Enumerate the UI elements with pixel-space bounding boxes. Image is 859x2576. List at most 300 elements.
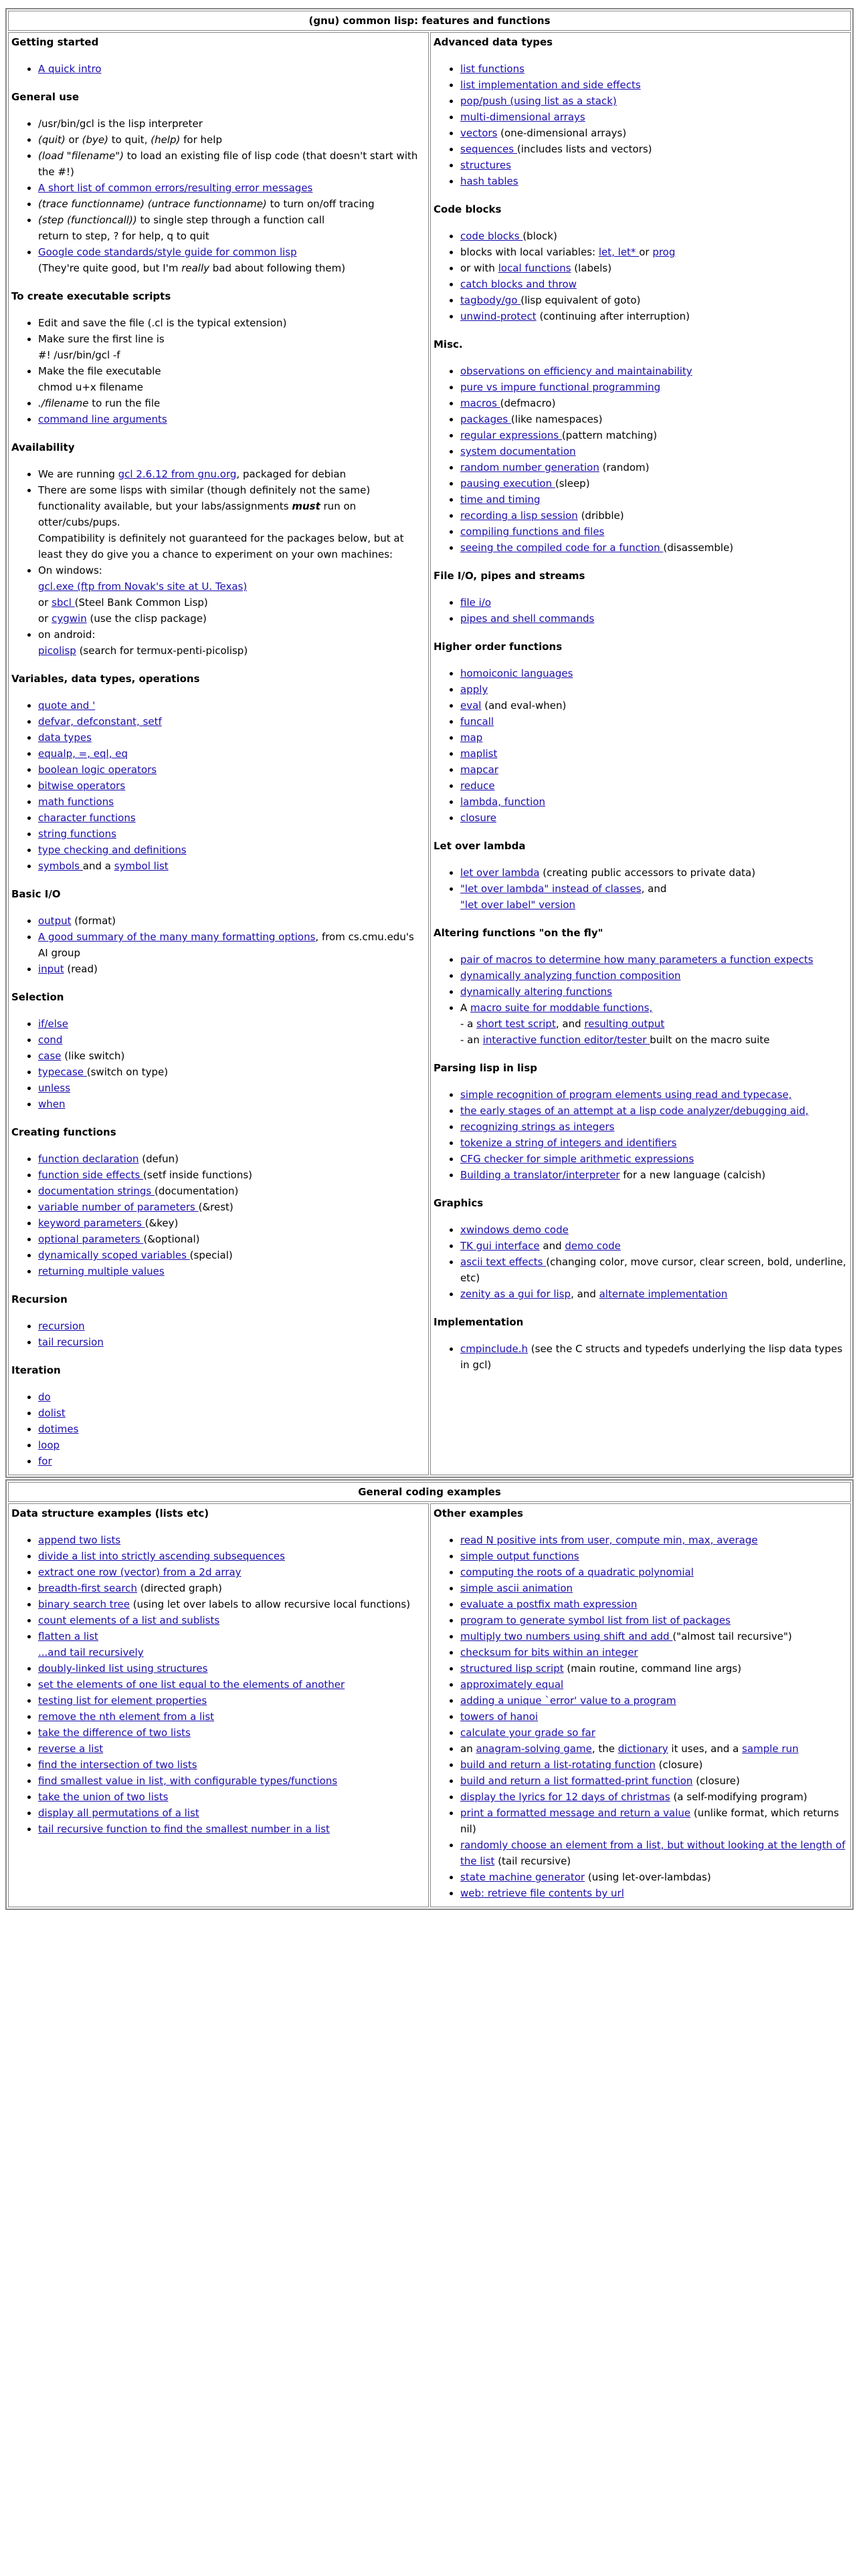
text: (unlike format, which returns nil) (460, 1807, 839, 1835)
list-item: • /usr/bin/gcl is the lisp interpreter (38, 116, 425, 132)
link-mapcar[interactable]: mapcar (460, 764, 498, 776)
link-difference[interactable]: take the difference of two lists (38, 1727, 191, 1739)
link-tokenize[interactable]: tokenize a string of integers and identifiers (460, 1137, 677, 1149)
text: for help (180, 134, 222, 146)
link-anagram[interactable]: anagram-solving game (476, 1743, 592, 1755)
text: - a (460, 1018, 477, 1030)
link-translator[interactable]: Building a translator/interpreter (460, 1169, 620, 1181)
list-item (460, 1254, 848, 1286)
text-emph: really (181, 262, 210, 274)
link-count-elements[interactable]: count elements of a list and sublists (38, 1614, 220, 1626)
link-reduce[interactable]: reduce (460, 780, 495, 792)
link-optional-params[interactable]: optional parameters (38, 1233, 144, 1245)
text: or (65, 134, 82, 146)
link-when[interactable]: when (38, 1098, 66, 1110)
list-item (460, 1238, 848, 1254)
link-cygwin[interactable]: cygwin (52, 613, 87, 625)
text: blocks with local variables: (460, 246, 599, 258)
link-variables-2[interactable]: data types (38, 732, 92, 744)
heading-file-io: File I/O, pipes and streams (434, 570, 585, 582)
text: (&optional) (143, 1233, 200, 1245)
link-picolisp[interactable]: picolisp (38, 645, 76, 657)
link-loop[interactable]: loop (38, 1439, 60, 1451)
text: , from cs.cmu.edu's AI group (38, 931, 414, 959)
heading-exec-scripts: To create executable scripts (11, 290, 171, 302)
list-item (460, 968, 848, 984)
list-item (460, 665, 848, 681)
link-web-retrieve[interactable]: web: retrieve file contents by url (460, 1887, 624, 1899)
link-extract-row[interactable]: extract one row (vector) from a 2d array (38, 1566, 242, 1578)
link-variables-9[interactable]: type checking and definitions (38, 844, 187, 856)
link-format-summary[interactable]: A good summary of the many many formatting options (38, 931, 316, 943)
link-let-over-lambda[interactable]: let over lambda (460, 867, 540, 879)
link-set-elements[interactable]: set the elements of one list equal to the elements of another (38, 1679, 345, 1691)
link-variables-8[interactable]: string functions (38, 828, 116, 840)
list-item (38, 1741, 425, 1757)
link-multiple-values[interactable]: returning multiple values (38, 1265, 165, 1277)
link-file-io[interactable]: file i/o (460, 597, 492, 609)
features-table (5, 8, 854, 1478)
text: or (38, 597, 52, 609)
link-variables-7[interactable]: character functions (38, 812, 136, 824)
list-creating-functions (11, 1151, 425, 1279)
link-quick-intro[interactable]: A quick intro (38, 63, 102, 75)
link-eval[interactable]: eval (460, 700, 482, 712)
link-vectors[interactable]: vectors (460, 127, 498, 139)
list-item (38, 482, 425, 562)
link-multiply-shift[interactable]: multiply two numbers using shift and add (460, 1630, 673, 1642)
text: A (460, 1002, 471, 1014)
link-output[interactable]: output (38, 915, 72, 927)
text: chmod u+x filename (38, 381, 143, 393)
link-flatten[interactable]: flatten a list (38, 1630, 98, 1642)
link-postfix[interactable]: evaluate a postfix math expression (460, 1598, 638, 1610)
link-sample-run[interactable]: sample run (742, 1743, 799, 1755)
list-item (38, 395, 425, 411)
link-dictionary[interactable]: dictionary (617, 1743, 668, 1755)
text: (special) (189, 1249, 233, 1261)
link-list-impl[interactable]: list implementation and side effects (460, 79, 641, 91)
link-cmpinclude[interactable]: cmpinclude.h (460, 1343, 529, 1355)
text: to turn on/off tracing (266, 198, 375, 210)
list-item (460, 865, 848, 881)
list-item (38, 1183, 425, 1199)
link-cmdline-args[interactable]: command line arguments (38, 413, 167, 425)
list-item (38, 794, 425, 810)
link-lol-classes[interactable]: "let over lambda" instead of classes (460, 883, 642, 895)
link-regex[interactable]: regular expressions (460, 429, 562, 441)
link-permutations[interactable]: display all permutations of a list (38, 1807, 199, 1819)
link-variables-0[interactable]: quote and ' (38, 700, 96, 712)
link-if-else[interactable]: if/else (38, 1018, 68, 1030)
link-case[interactable]: case (38, 1050, 62, 1062)
link-append[interactable]: append two lists (38, 1534, 121, 1546)
list-item (38, 1773, 425, 1789)
link-bst[interactable]: binary search tree (38, 1598, 130, 1610)
list-item (38, 1096, 425, 1112)
link-variables-3[interactable]: equalp, =, eql, eq (38, 748, 128, 760)
text: (random) (599, 461, 650, 473)
link-tagbody[interactable]: tagbody/go (460, 294, 521, 306)
link-flatten-tail[interactable]: ...and tail recursively (38, 1646, 144, 1658)
link-structured-script[interactable]: structured lisp script (460, 1662, 564, 1675)
link-code-analyzer[interactable]: the early stages of an attempt at a lisp code analyzer/debugging aid, (460, 1105, 809, 1117)
link-common-errors[interactable]: A short list of common errors/resulting error messages (38, 182, 313, 194)
link-tail-smallest[interactable]: tail recursive function to find the smallest number in a list (38, 1823, 330, 1835)
list-item (38, 1405, 425, 1421)
list-item (460, 1757, 848, 1773)
link-dolist[interactable]: dolist (38, 1407, 66, 1419)
list-item (460, 260, 848, 276)
link-testing-list[interactable]: testing list for element properties (38, 1695, 207, 1707)
list-item (38, 331, 425, 363)
link-altering-functions[interactable]: dynamically altering functions (460, 986, 612, 998)
link-style-guide[interactable]: Google code standards/style guide for common lisp (38, 246, 297, 258)
list-item (460, 1222, 848, 1238)
link-pure-impure[interactable]: pure vs impure functional programming (460, 381, 661, 393)
link-simple-output[interactable]: simple output functions (460, 1550, 579, 1562)
link-doc-strings[interactable]: documentation strings (38, 1185, 155, 1197)
text: (includes lists and vectors) (516, 143, 652, 155)
link-reverse[interactable]: reverse a list (38, 1743, 104, 1755)
link-intersection[interactable]: find the intersection of two lists (38, 1759, 197, 1771)
link-disassemble[interactable]: seeing the compiled code for a function (460, 542, 664, 554)
link-variables-4[interactable]: boolean logic operators (38, 764, 157, 776)
link-catch-throw[interactable]: catch blocks and throw (460, 278, 577, 290)
list-item (460, 77, 848, 93)
list-iteration (11, 1389, 425, 1469)
list-ds-examples (11, 1532, 425, 1837)
list-item (38, 1693, 425, 1709)
link-local-functions[interactable]: local functions (498, 262, 571, 274)
link-do[interactable]: do (38, 1391, 51, 1403)
link-packages[interactable]: packages (460, 413, 511, 425)
link-test-script[interactable]: short test script (476, 1018, 556, 1030)
link-quadratic[interactable]: computing the roots of a quadratic polynomial (460, 1566, 694, 1578)
link-lambda[interactable]: lambda, function (460, 796, 546, 808)
link-analyze-composition[interactable]: dynamically analyzing function composition (460, 970, 681, 982)
list-item (460, 540, 848, 556)
heading-general-use: General use (11, 91, 80, 103)
text: (setf inside functions) (143, 1169, 252, 1181)
link-christmas[interactable]: display the lyrics for 12 days of christmas (460, 1791, 670, 1803)
link-ascii-effects[interactable]: ascii text effects (460, 1256, 547, 1268)
link-hanoi[interactable]: towers of hanoi (460, 1711, 539, 1723)
link-cond[interactable]: cond (38, 1034, 63, 1046)
link-strings-integers[interactable]: recognizing strings as integers (460, 1121, 615, 1133)
heading-iteration: Iteration (11, 1364, 61, 1376)
link-list-functions[interactable]: list functions (460, 63, 524, 75)
link-apply[interactable]: apply (460, 683, 488, 695)
link-xwindows[interactable]: xwindows demo code (460, 1224, 569, 1236)
heading-graphics: Graphics (434, 1197, 484, 1209)
list-general-use (11, 116, 425, 276)
list-selection (11, 1016, 425, 1112)
list-item (38, 730, 425, 746)
list-item (460, 595, 848, 611)
list-item (460, 125, 848, 141)
text: (one-dimensional arrays) (497, 127, 627, 139)
link-formatted-print[interactable]: build and return a list formatted-print function (460, 1775, 693, 1787)
link-compiling[interactable]: compiling functions and files (460, 526, 605, 538)
link-map[interactable]: map (460, 732, 483, 744)
link-unless[interactable]: unless (38, 1082, 71, 1094)
link-random[interactable]: random number generation (460, 461, 599, 473)
examples-table (5, 1479, 854, 1910)
text: (closure) (692, 1775, 740, 1787)
list-item (460, 746, 848, 762)
link-union[interactable]: take the union of two lists (38, 1791, 169, 1803)
list-item (460, 427, 848, 443)
text: (using let over labels to allow recursive local functions) (129, 1598, 411, 1610)
link-system-docs[interactable]: system documentation (460, 445, 576, 457)
list-item (460, 411, 848, 427)
link-grade[interactable]: calculate your grade so far (460, 1727, 595, 1739)
link-variables-6[interactable]: math functions (38, 796, 114, 808)
link-function-editor[interactable]: interactive function editor/tester (482, 1034, 650, 1046)
list-item (38, 1318, 425, 1334)
list-item (38, 1612, 425, 1628)
link-let-over-label[interactable]: "let over label" version (460, 899, 576, 911)
link-tk-gui[interactable]: TK gui interface (460, 1240, 540, 1252)
link-macro-suite[interactable]: macro suite for moddable functions, (470, 1002, 653, 1014)
link-unwind-protect[interactable]: unwind-protect (460, 310, 537, 322)
list-item (38, 1048, 425, 1064)
list-item (460, 681, 848, 697)
link-keyword-params[interactable]: keyword parameters (38, 1217, 145, 1229)
text: it uses, and a (668, 1743, 743, 1755)
link-symbol-list[interactable]: symbol list (114, 860, 169, 872)
link-hash-tables[interactable]: hash tables (460, 175, 518, 187)
list-item (460, 141, 848, 157)
list-item (460, 292, 848, 308)
list-misc (434, 363, 848, 556)
link-demo-code[interactable]: demo code (565, 1240, 621, 1252)
list-item (460, 1773, 848, 1789)
text: (pattern matching) (561, 429, 658, 441)
list-item (38, 913, 425, 929)
link-read-ints[interactable]: read N positive ints from user, compute min, max, average (460, 1534, 758, 1546)
link-recognition[interactable]: simple recognition of program elements using read and typecase, (460, 1089, 792, 1101)
code-help: (help) (151, 134, 181, 146)
list-let-over-lambda (434, 865, 848, 913)
link-gcl-exe[interactable]: gcl.exe (ftp from Novak's site at U. Texas) (38, 580, 248, 593)
heading-implementation: Implementation (434, 1316, 524, 1328)
list-item (38, 148, 425, 180)
link-sleep[interactable]: pausing execution (460, 477, 555, 490)
list-item (460, 1286, 848, 1302)
list-item (460, 1151, 848, 1167)
heading-other-examples: Other examples (434, 1507, 523, 1519)
link-list-rotating[interactable]: build and return a list-rotating function (460, 1759, 656, 1771)
link-gcl[interactable]: gcl 2.6.12 from gnu.org (118, 468, 237, 480)
link-homoiconic[interactable]: homoiconic languages (460, 667, 573, 679)
list-item (460, 1805, 848, 1837)
link-timing[interactable]: time and timing (460, 494, 541, 506)
list-item (460, 730, 848, 746)
heading-recursion: Recursion (11, 1293, 68, 1305)
heading-parsing: Parsing lisp in lisp (434, 1062, 537, 1074)
list-item (460, 244, 848, 260)
link-sbcl[interactable]: sbcl (52, 597, 75, 609)
link-let[interactable]: let, let* (598, 246, 640, 258)
heading-hof: Higher order functions (434, 641, 563, 653)
link-multi-arrays[interactable]: multi-dimensional arrays (460, 111, 585, 123)
link-variables-1[interactable]: defvar, defconstant, setf (38, 716, 162, 728)
text: , packaged for debian (236, 468, 347, 480)
list-item (38, 196, 425, 212)
text: (use the clisp package) (86, 613, 207, 625)
heading-let-over-lambda: Let over lambda (434, 840, 526, 852)
link-pipes[interactable]: pipes and shell commands (460, 613, 595, 625)
link-state-machine[interactable]: state machine generator (460, 1871, 585, 1883)
list-item (38, 1805, 425, 1821)
link-symbols[interactable]: symbols (38, 860, 83, 872)
list-item (38, 1247, 425, 1263)
list-item (38, 1709, 425, 1725)
text: or with (460, 262, 498, 274)
link-dotimes[interactable]: dotimes (38, 1423, 79, 1435)
list-item (460, 173, 848, 189)
link-remove-nth[interactable]: remove the nth element from a list (38, 1711, 215, 1723)
text: (continuing after interruption) (536, 310, 690, 322)
text: (like switch) (61, 1050, 125, 1062)
list-item (38, 1032, 425, 1048)
link-efficiency[interactable]: observations on efficiency and maintainability (460, 365, 692, 377)
text: (search for termux-penti-picolisp) (76, 645, 248, 657)
list-item (38, 61, 425, 77)
list-item (38, 1199, 425, 1215)
link-sequences[interactable]: sequences (460, 143, 517, 155)
link-doubly-linked[interactable]: doubly-linked list using structures (38, 1662, 208, 1675)
heading-variables: Variables, data types, operations (11, 673, 200, 685)
heading-ds-examples: Data structure examples (lists etc) (11, 1507, 209, 1519)
list-item (460, 762, 848, 778)
link-alt-impl[interactable]: alternate implementation (599, 1288, 728, 1300)
list-item (460, 1580, 848, 1596)
list-item (460, 714, 848, 730)
list-item (38, 1580, 425, 1596)
list-item (38, 1334, 425, 1350)
text: return to step, ? for help, q to quit (38, 230, 209, 242)
link-zenity[interactable]: zenity as a gui for lisp (460, 1288, 571, 1300)
list-recursion (11, 1318, 425, 1350)
link-random-choose[interactable]: randomly choose an element from a list, but without looking at the length of the list (460, 1839, 846, 1867)
text: for a new language (calcish) (619, 1169, 766, 1181)
list-item (38, 778, 425, 794)
link-typecase[interactable]: typecase (38, 1066, 87, 1078)
link-bfs[interactable]: breadth-first search (38, 1582, 138, 1594)
text: Make the file executable (38, 365, 161, 377)
link-resulting-output[interactable]: resulting output (584, 1018, 665, 1030)
other-column (430, 1503, 851, 1907)
list-item (460, 492, 848, 508)
link-structures[interactable]: structures (460, 159, 511, 171)
link-code-blocks[interactable]: code blocks (460, 230, 523, 242)
text: (labels) (571, 262, 612, 274)
text: (using let-over-lambdas) (585, 1871, 711, 1883)
text: (sleep) (555, 477, 590, 490)
link-pop-push[interactable]: pop/push (using list as a stack) (460, 95, 617, 107)
text: and a (82, 860, 114, 872)
list-item (460, 810, 848, 826)
text: - an (460, 1034, 483, 1046)
list-item (460, 379, 848, 395)
link-variables-5[interactable]: bitwise operators (38, 780, 126, 792)
link-dribble[interactable]: recording a lisp session (460, 510, 578, 522)
list-item (38, 212, 425, 244)
link-macros[interactable]: macros (460, 397, 500, 409)
link-approx-equal[interactable]: approximately equal (460, 1679, 564, 1691)
list-item (460, 109, 848, 125)
heading-misc: Misc. (434, 338, 463, 350)
link-side-effects[interactable]: function side effects (38, 1169, 144, 1181)
list-item (460, 697, 848, 714)
list-item (38, 1660, 425, 1677)
ds-column (8, 1503, 429, 1907)
list-item (460, 611, 848, 627)
list-item (38, 1151, 425, 1167)
list-item (460, 1628, 848, 1644)
link-tail-recursion[interactable]: tail recursion (38, 1336, 104, 1348)
list-item (38, 244, 425, 276)
link-recursion[interactable]: recursion (38, 1320, 85, 1332)
link-maplist[interactable]: maplist (460, 748, 498, 760)
list-item (460, 778, 848, 794)
link-for[interactable]: for (38, 1455, 52, 1467)
list-item (460, 1837, 848, 1869)
link-special-vars[interactable]: dynamically scoped variables (38, 1249, 190, 1261)
text: (defun) (138, 1153, 179, 1165)
link-divide[interactable]: divide a list into strictly ascending subsequences (38, 1550, 285, 1562)
list-item (38, 1596, 425, 1612)
link-smallest-value[interactable]: find smallest value in list, with configurable types/functions (38, 1775, 338, 1787)
link-param-macros[interactable]: pair of macros to determine how many parameters a function expects (460, 954, 814, 966)
link-ascii-animation[interactable]: simple ascii animation (460, 1582, 573, 1594)
link-checksum[interactable]: checksum for bits within an integer (460, 1646, 638, 1658)
link-function-declaration[interactable]: function declaration (38, 1153, 139, 1165)
list-item (460, 952, 848, 968)
code-run: ./filename (38, 397, 89, 409)
link-symbol-list-gen[interactable]: program to generate symbol list from list of packages (460, 1614, 731, 1626)
heading-basic-io: Basic I/O (11, 888, 61, 900)
link-closure[interactable]: closure (460, 812, 496, 824)
link-error-value[interactable]: adding a unique `error' value to a program (460, 1695, 676, 1707)
text: and (539, 1240, 565, 1252)
link-cfg-checker[interactable]: CFG checker for simple arithmetic expressions (460, 1153, 694, 1165)
list-item (460, 1000, 848, 1048)
list-item: • Edit and save the file (.cl is the typical extension) (38, 315, 425, 331)
link-funcall[interactable]: funcall (460, 716, 494, 728)
list-item (38, 466, 425, 482)
heading-code-blocks: Code blocks (434, 203, 502, 215)
link-input[interactable]: input (38, 963, 64, 975)
text: Compatibility is definitely not guaranteed for the packages below, but at least they do give you a chance to experiment on your own machines: (38, 532, 404, 560)
link-print-return[interactable]: print a formatted message and return a value (460, 1807, 691, 1819)
list-item (460, 1869, 848, 1885)
text: to run the file (88, 397, 161, 409)
text: , and (571, 1288, 599, 1300)
heading-availability: Availability (11, 441, 75, 453)
text: ("almost tail recursive") (672, 1630, 792, 1642)
list-item (460, 881, 848, 913)
text: to quit, (108, 134, 151, 146)
list-implementation (434, 1341, 848, 1373)
link-prog[interactable]: prog (652, 246, 676, 258)
link-rest-params[interactable]: variable number of parameters (38, 1201, 199, 1213)
list-getting-started (11, 61, 425, 77)
text: On windows: (38, 564, 102, 576)
